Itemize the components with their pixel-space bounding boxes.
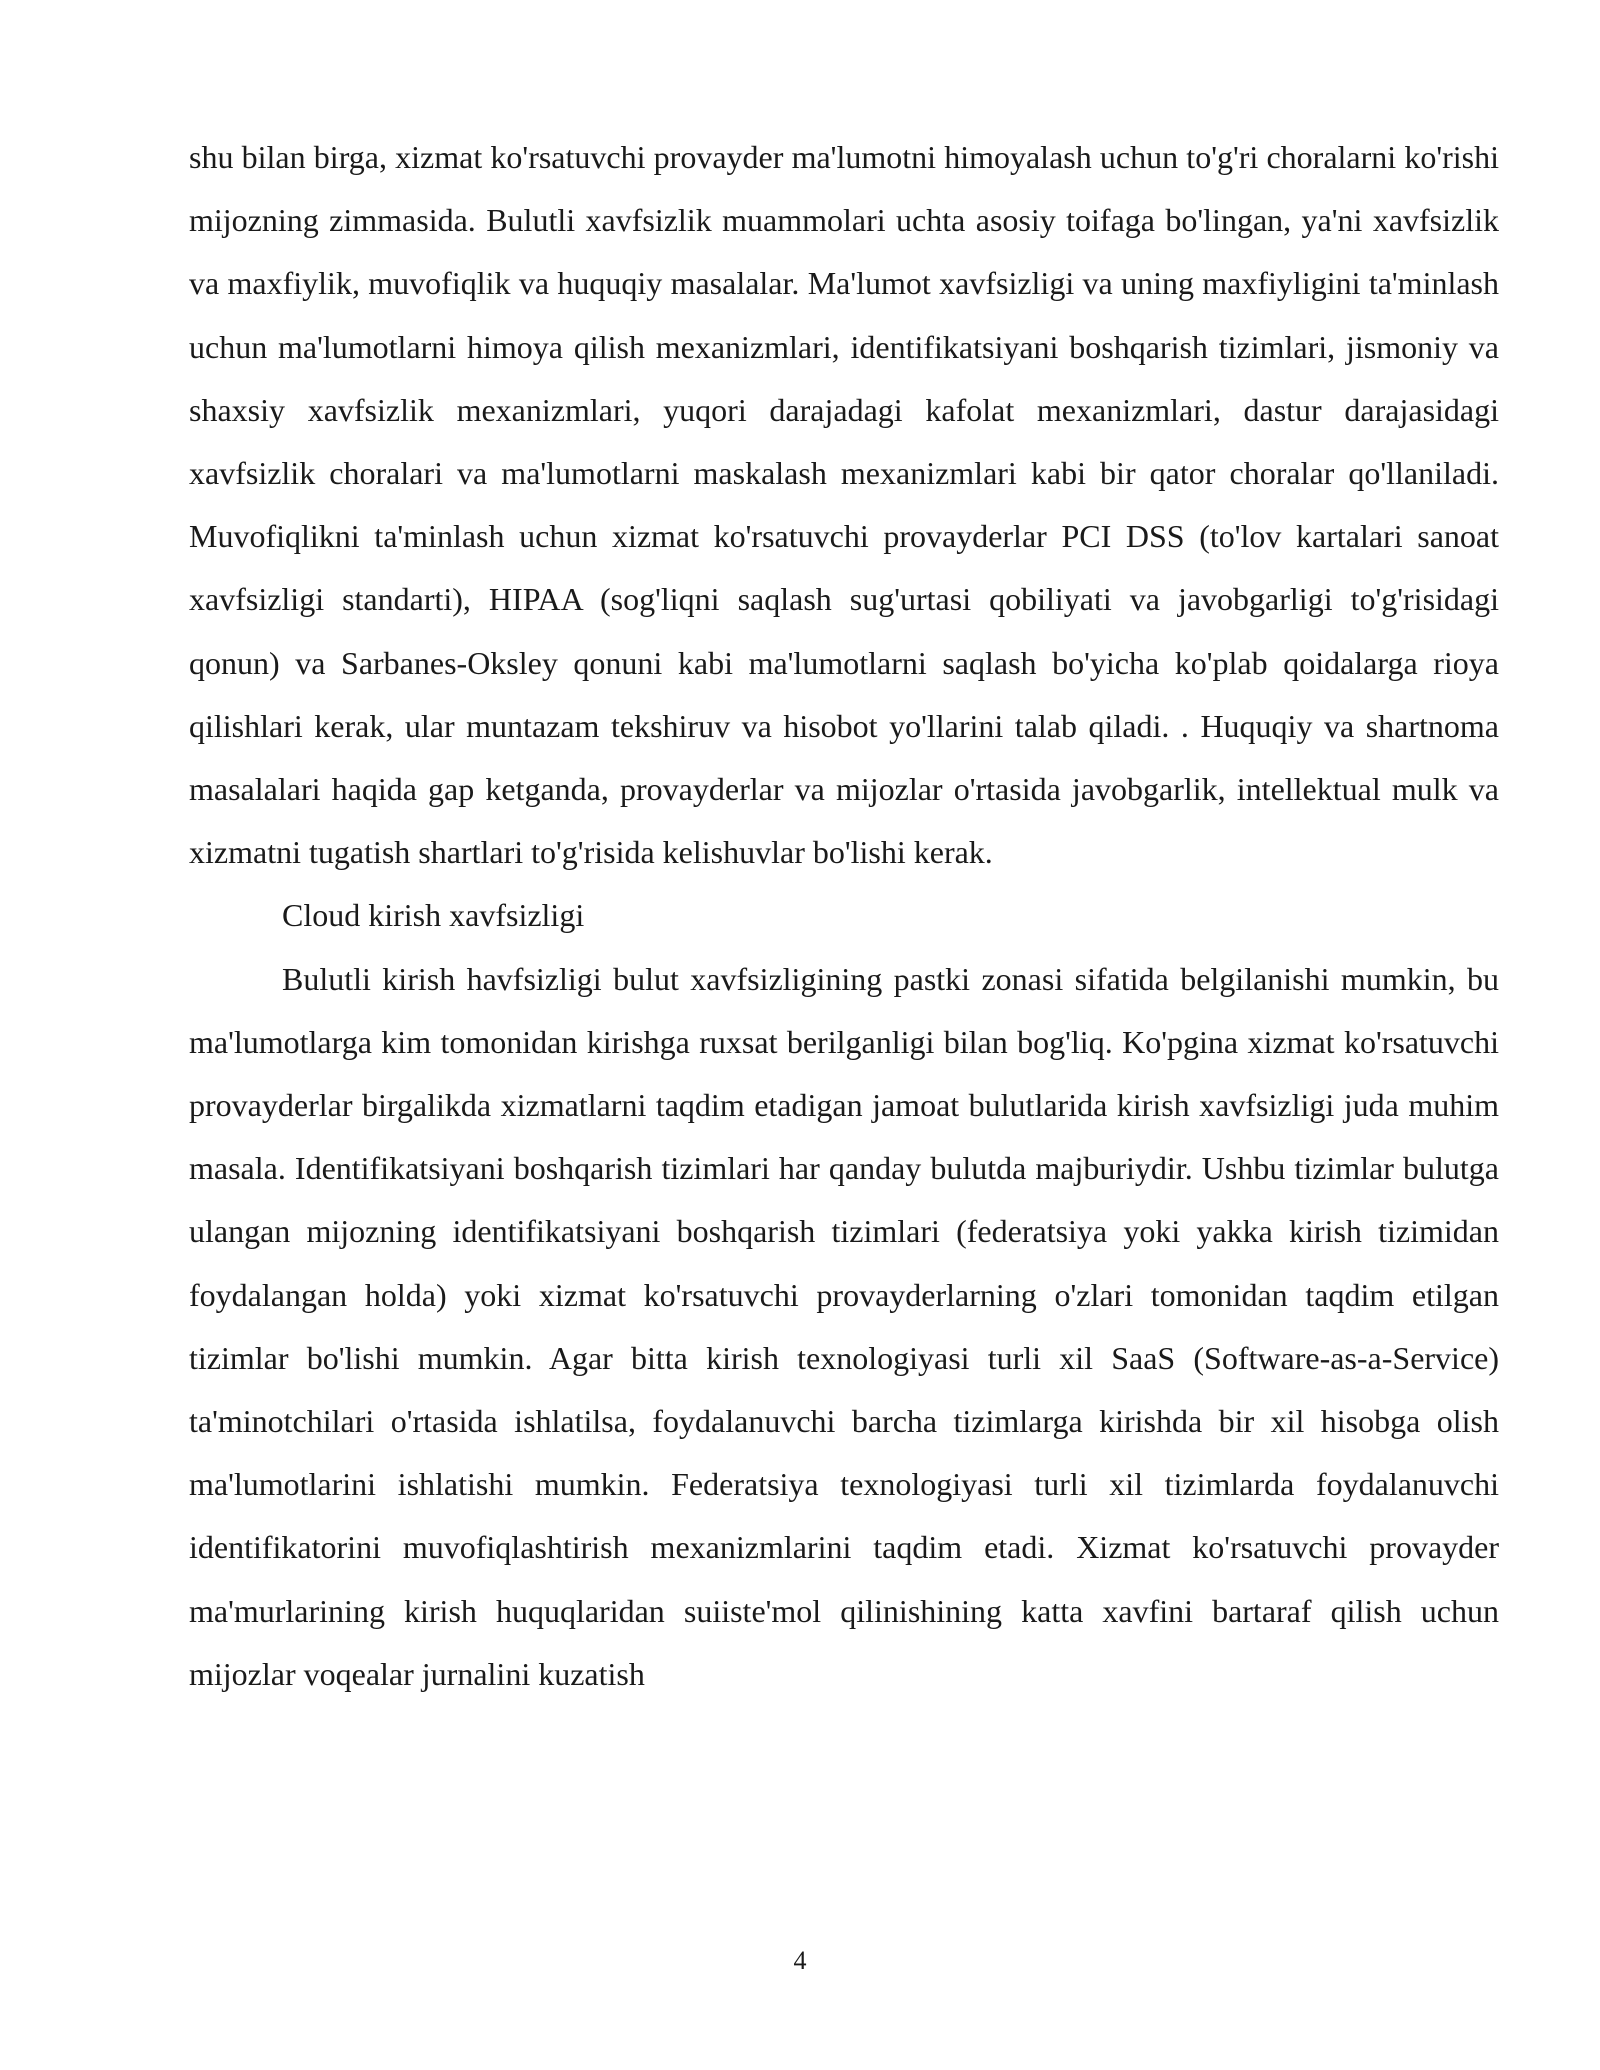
page-number: 4 — [793, 1946, 807, 1975]
paragraph-main: Bulutli kirish havfsizligi bulut xavfsizligining pastki zonasi sifatida belgilanishi mumkin, bu ma'lumotlarga kim tomonidan kirishga ruxsat berilganligi bilan bog'liq. Ko'pgina xizmat ko'rsatuvchi provayderlar birgalikda xizmatlarni taqdim etadigan jamoat bulutlarida kirish xavfsizligi juda muhim masala. Identifikatsiyani boshqarish tizimlari har qanday bulutda majburiydir. Ushbu tizimlar bulutga ulangan mijozning identifikatsiyani boshqarish tizimlari (federatsiya yoki yakka kirish tizimidan foydalangan holda) yoki xizmat ko'rsatuvchi provayderlarning o'zlari tomonidan taqdim etilgan tizimlar bo'lishi mumkin. Agar bitta kirish texnologiyasi turli xil SaaS (Software-as-a-Service) ta'minotchilari o'rtasida ishlatilsa, foydalanuvchi barcha tizimlarga kirishda bir xil hisobga olish ma'lumotlarini ishlatishi mumkin. Federatsiya texnologiyasi turli xil tizimlarda foydalanuvchi identifikatorini muvofiqlashtirish mexanizmlarini taqdim etadi. Xizmat ko'rsatuvchi provayder ma'murlarining kirish huquqlaridan suiiste'mol qilinishining katta xavfini bartaraf qilish uchun mijozlar voqealar jurnalini kuzatish — [189, 960, 1499, 1692]
section-heading: Cloud kirish xavfsizligi — [282, 897, 585, 934]
paragraph-continued: shu bilan birga, xizmat ko'rsatuvchi provayder ma'lumotni himoyalash uchun to'g'ri choralarni ko'rishi mijozning zimmasida. Bulutli xavfsizlik muammolari uchta asosiy toifaga bo'lingan, ya'ni xavfsizlik va maxfiylik, muvofiqlik va huquqiy masalalar. Ma'lumot xavfsizligi va uning maxfiyligini ta'minlash uchun ma'lumotlarni himoya qilish mexanizmlari, identifikatsiyani boshqarish tizimlari, jismoniy va shaxsiy xavfsizlik mexanizmlari, yuqori darajadagi kafolat mexanizmlari, dastur darajasidagi xavfsizlik choralari va ma'lumotlarni maskalash mexanizmlari kabi bir qator choralar qo'llaniladi. Muvofiqlikni ta'minlash uchun xizmat ko'rsatuvchi provayderlar PCI DSS (to'lov kartalari sanoat xavfsizligi standarti), HIPAA (sog'liqni saqlash sug'urtasi qobiliyati va javobgarligi to'g'risidagi qonun) va Sarbanes-Oksley qonuni kabi ma'lumotlarni saqlash bo'yicha ko'plab qoidalarga rioya qilishlari kerak, ular muntazam tekshiruv va hisobot yo'llarini talab qiladi. . Huquqiy va shartnoma masalalari haqida gap ketganda, provayderlar va mijozlar o'rtasida javobgarlik, intellektual mulk va xizmatni tugatish shartlari to'g'risida kelishuvlar bo'lishi kerak. — [189, 139, 1499, 871]
body-text — [189, 126, 1499, 1706]
